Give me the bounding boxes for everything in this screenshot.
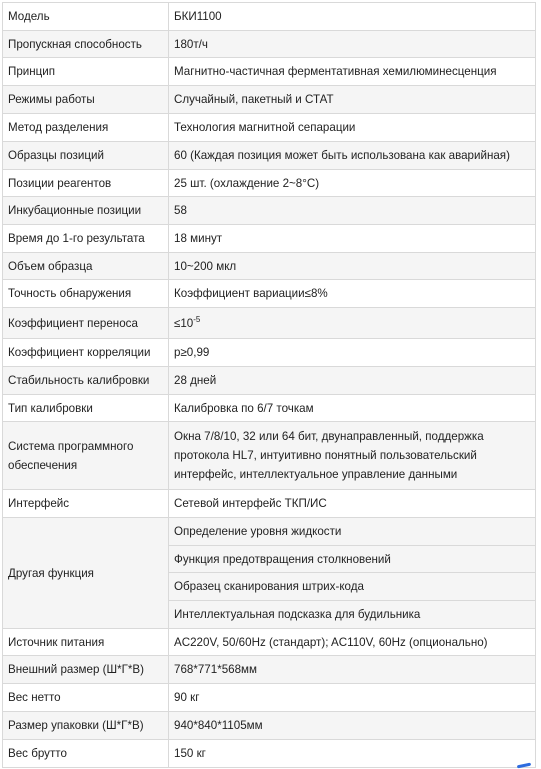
spec-label: Позиции реагентов xyxy=(3,170,169,197)
table-row xyxy=(3,253,536,280)
spec-label: Вес нетто xyxy=(3,684,169,712)
spec-value: 25 шт. (охлаждение 2~8°C) xyxy=(169,170,536,197)
table-row xyxy=(3,740,536,768)
spec-value: 60 (Каждая позиция может быть использована как аварийная) xyxy=(169,142,536,170)
spec-value xyxy=(169,308,536,339)
spec-label: Внешний размер (Ш*Г*В) xyxy=(3,656,169,684)
table-row xyxy=(3,422,536,490)
spec-value: 150 кг xyxy=(169,740,536,768)
spec-value: 28 дней xyxy=(169,367,536,395)
spec-label: Тип калибровки xyxy=(3,395,169,422)
table-row xyxy=(3,308,536,339)
spec-label: Метод разделения xyxy=(3,114,169,142)
table-row xyxy=(3,58,536,86)
spec-value: Коэффициент вариации≤8% xyxy=(169,280,536,308)
spec-value: Образец сканирования штрих-кода xyxy=(169,573,536,601)
table-row xyxy=(3,114,536,142)
spec-label: Точность обнаружения xyxy=(3,280,169,308)
spec-label: Коэффициент корреляции xyxy=(3,339,169,367)
spec-label: Вес брутто xyxy=(3,740,169,768)
spec-value: p≥0,99 xyxy=(169,339,536,367)
spec-value: Окна 7/8/10, 32 или 64 бит, двунаправленный, поддержка протокола HL7, интуитивно понятный пользовательский интерфейс, интеллектуальное управление данными xyxy=(169,422,536,490)
table-row xyxy=(3,684,536,712)
spec-value: Определение уровня жидкости xyxy=(169,518,536,546)
table-row xyxy=(3,197,536,225)
table-row xyxy=(3,170,536,197)
spec-value-base: ≤10 xyxy=(174,316,194,330)
table-row xyxy=(3,280,536,308)
spec-label: Объем образца xyxy=(3,253,169,280)
spec-label: Время до 1-го результата xyxy=(3,225,169,253)
table-row xyxy=(3,629,536,656)
spec-value: 58 xyxy=(169,197,536,225)
spec-value: 90 кг xyxy=(169,684,536,712)
spec-value: Функция предотвращения столкновений xyxy=(169,546,536,573)
table-row xyxy=(3,367,536,395)
spec-value-exponent: -5 xyxy=(193,314,201,324)
spec-label: Инкубационные позиции xyxy=(3,197,169,225)
spec-value: Магнитно-частичная ферментативная хемилюминесценция xyxy=(169,58,536,86)
spec-value: 768*771*568мм xyxy=(169,656,536,684)
specifications-table xyxy=(2,2,536,768)
spec-label: Коэффициент переноса xyxy=(3,308,169,339)
spec-label: Стабильность калибровки xyxy=(3,367,169,395)
table-row xyxy=(3,518,536,546)
spec-value: Технология магнитной сепарации xyxy=(169,114,536,142)
table-row xyxy=(3,339,536,367)
spec-value: AC220V, 50/60Hz (стандарт); AC110V, 60Hz (опционально) xyxy=(169,629,536,656)
spec-value: Сетевой интерфейс ТКП/ИС xyxy=(169,490,536,518)
spec-value: 18 минут xyxy=(169,225,536,253)
table-row xyxy=(3,225,536,253)
spec-label: Источник питания xyxy=(3,629,169,656)
spec-value: 940*840*1105мм xyxy=(169,712,536,740)
table-row xyxy=(3,490,536,518)
spec-label: Образцы позиций xyxy=(3,142,169,170)
spec-value: 180т/ч xyxy=(169,31,536,58)
spec-label: Принцип xyxy=(3,58,169,86)
table-row xyxy=(3,3,536,31)
spec-value: 10~200 мкл xyxy=(169,253,536,280)
spec-value: Калибровка по 6/7 точкам xyxy=(169,395,536,422)
spec-value: Случайный, пакетный и СТАТ xyxy=(169,86,536,114)
spec-label: Размер упаковки (Ш*Г*В) xyxy=(3,712,169,740)
spec-label: Режимы работы xyxy=(3,86,169,114)
table-row xyxy=(3,395,536,422)
table-row xyxy=(3,142,536,170)
spec-value: Интеллектуальная подсказка для будильника xyxy=(169,601,536,629)
table-row xyxy=(3,31,536,58)
table-row xyxy=(3,86,536,114)
spec-label: Система программного обеспечения xyxy=(3,422,169,490)
spec-label: Интерфейс xyxy=(3,490,169,518)
spec-label: Другая функция xyxy=(3,518,169,629)
table-row xyxy=(3,712,536,740)
spec-value: БКИ1100 xyxy=(169,3,536,31)
table-row xyxy=(3,656,536,684)
spec-label: Модель xyxy=(3,3,169,31)
spec-label: Пропускная способность xyxy=(3,31,169,58)
